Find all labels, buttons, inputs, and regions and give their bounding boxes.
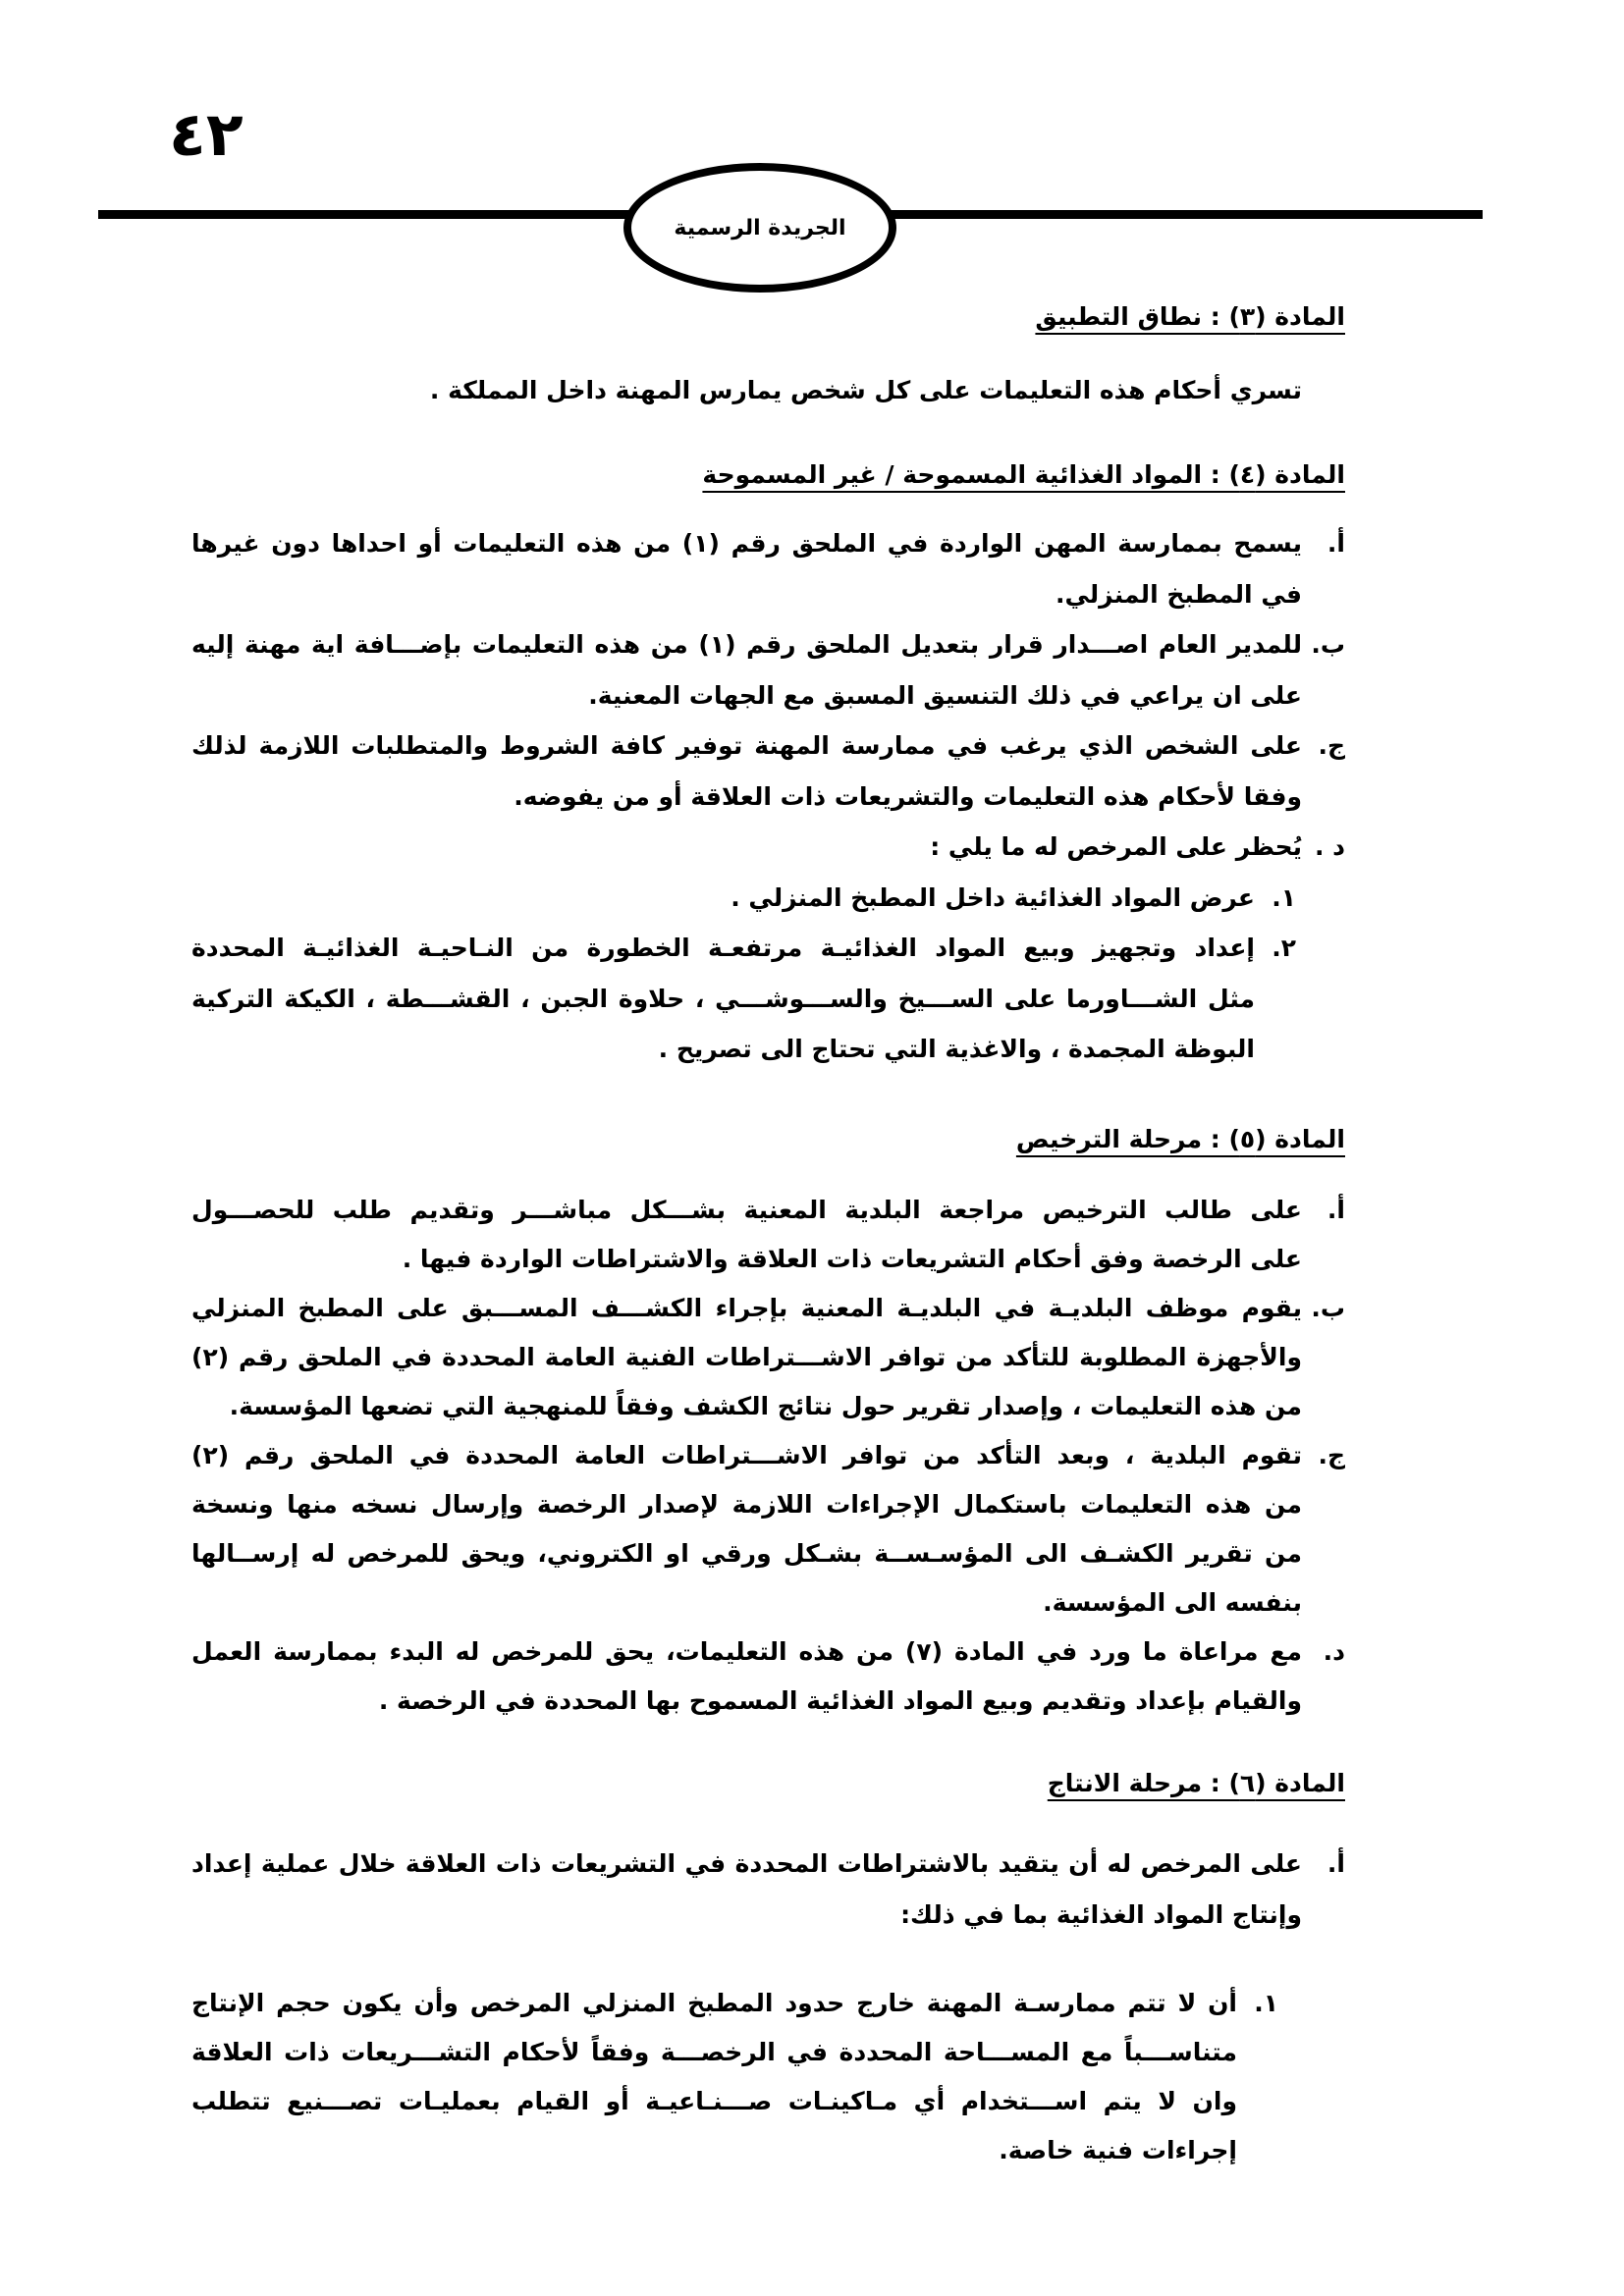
item-marker: د . — [1314, 832, 1345, 861]
sub-list-item — [191, 923, 1345, 1075]
gazette-title-seal — [623, 163, 896, 293]
item-text-line: بنفسه الى المؤسسة. — [1043, 1588, 1302, 1617]
item-marker: ج. — [1318, 731, 1345, 760]
item-text-line: وان لا يتم اســـتخدام أي مـاكينـات صـــنـاعيـة أو القيام بعمليـات تصـــنيع تتطلب — [191, 2087, 1237, 2115]
article-5-list — [191, 1186, 1345, 1726]
article-3-body: تسري أحكام هذه التعليمات على كل شخص يمارس المهنة داخل المملكة . — [429, 376, 1302, 404]
item-text-line: يقوم موظف البلديـة في البلديـة المعنية بإجراء الكشـــف المســـبق على المطبخ المنزلي — [191, 1294, 1302, 1322]
page-number: ٤٢ — [169, 98, 244, 170]
item-text-line: عرض المواد الغذائية داخل المطبخ المنزلي . — [731, 882, 1255, 912]
item-marker: ب. — [1311, 630, 1345, 659]
item-marker: أ. — [1326, 529, 1345, 558]
article-6-sublist — [191, 1979, 1345, 2175]
item-text-line: مع مراعاة ما ورد في المادة (٧) من هذه التعليمات، يحق للمرخص له البدء بممارسة العمل — [191, 1637, 1302, 1666]
item-text-line: من تقرير الكشـف الى المؤسـســة بشـكل ورقي او الكتروني، ويحق للمرخص له إرســالها — [191, 1539, 1302, 1568]
item-text-line: على المرخص له أن يتقيد بالاشتراطات المحددة في التشريعات ذات العلاقة خلال عملية إعداد — [191, 1849, 1302, 1878]
item-text-line: على الرخصة وفق أحكام التشريعات ذات العلاقة والاشتراطات الواردة فيها . — [402, 1245, 1302, 1273]
item-marker: ٢. — [1272, 934, 1296, 962]
list-item — [191, 1979, 1345, 2175]
item-text-line: تقوم البلدية ، وبعد التأكد من توافر الاشـــتراطات العامة المحددة في الملحق رقم (٢) — [191, 1441, 1302, 1469]
item-marker: ١. — [1254, 1989, 1278, 2017]
item-text-line: إعداد وتجهيز وبيع المواد الغذائيـة مرتفعـة الخطورة من النـاحيـة الغذائيـة المحددة — [191, 934, 1255, 962]
item-text-line: وفقا لأحكام هذه التعليمات والتشريعات ذات العلاقة أو من يفوضه. — [514, 781, 1302, 811]
item-marker: ب. — [1311, 1294, 1345, 1322]
list-item — [191, 1284, 1345, 1431]
list-item — [191, 518, 1345, 619]
item-marker: أ. — [1326, 1849, 1345, 1878]
item-text-line: على طالب الترخيص مراجعة البلدية المعنية بشـــكل مباشـــر وتقديم طلب للحصـــول — [191, 1196, 1302, 1224]
item-text-line: للمدير العام اصـــدار قرار بتعديل الملحق رقم (١) من هذه التعليمات بإضـــافة اية مهنة إليه — [191, 630, 1302, 659]
item-text-line: متناســـباً مع المســـاحة المحددة في الرخصـــة وفقاً لأحكام التشـــريعات ذات العلاقة — [191, 2038, 1237, 2066]
item-text-line: من هذه التعليمات باستكمال الإجراءات اللازمة لإصدار الرخصة وإرسال نسخه منها ونسخة — [191, 1490, 1302, 1519]
item-text-line: أن لا تتم ممارسـة المهنة خارج حدود المطبخ المنزلي المرخص وأن يكون حجم الإنتاج — [191, 1989, 1237, 2017]
item-text-line: والأجهزة المطلوبة للتأكد من توافر الاشـــتراطات الفنية العامة المحددة في الملحق رقم (٢) — [191, 1343, 1302, 1371]
item-text-line: يسمح بممارسة المهن الواردة في الملحق رقم (١) من هذه التعليمات أو احداها دون غيرها — [191, 529, 1302, 558]
item-text-line: البوظة المجمدة ، والاغذية التي تحتاج الى تصريح . — [658, 1035, 1255, 1063]
item-text-line: يُحظر على المرخص له ما يلي : — [930, 832, 1302, 861]
gazette-title: الجريدة الرسمية — [674, 215, 846, 240]
list-item — [191, 1186, 1345, 1284]
article-4-heading: المادة (٤) : المواد الغذائية المسموحة / غير المسموحة — [702, 460, 1345, 489]
article-4-list — [191, 518, 1345, 1075]
list-item — [191, 1839, 1345, 1941]
list-item — [191, 822, 1345, 873]
item-marker: ج. — [1318, 1441, 1345, 1469]
list-item — [191, 1628, 1345, 1726]
item-marker: ١. — [1272, 882, 1296, 912]
item-marker: د. — [1323, 1637, 1345, 1666]
item-marker: أ. — [1326, 1196, 1345, 1224]
item-text-line: والقيام بإعداد وتقديم وبيع المواد الغذائية المسموح بها المحددة في الرخصة . — [378, 1686, 1302, 1715]
item-text-line: من هذه التعليمات ، وإصدار تقرير حول نتائج الكشف وفقاً للمنهجية التي تضعها المؤسسة. — [229, 1392, 1302, 1420]
article-6-list — [191, 1839, 1345, 1941]
article-5-heading: المادة (٥) : مرحلة الترخيص — [1015, 1125, 1345, 1153]
item-text-line: على الشخص الذي يرغب في ممارسة المهنة توفير كافة الشروط والمتطلبات اللازمة لذلك — [191, 731, 1302, 760]
item-text-line: وإنتاج المواد الغذائية بما في ذلك: — [900, 1900, 1302, 1929]
article-3-heading: المادة (٣) : نطاق التطبيق — [1035, 302, 1345, 331]
list-item — [191, 619, 1345, 721]
list-item — [191, 1431, 1345, 1628]
item-text-line: في المطبخ المنزلي. — [1055, 579, 1302, 609]
item-text-line: على ان يراعي في ذلك التنسيق المسبق مع الجهات المعنية. — [588, 680, 1302, 710]
article-6-heading: المادة (٦) : مرحلة الانتاج — [1047, 1769, 1345, 1797]
list-item — [191, 721, 1345, 822]
sub-list-item — [191, 873, 1345, 924]
item-text-line: مثل الشـــاورما على الســـيخ والســـوشـــي ، حلاوة الجبن ، القشـــطة ، الكيكة التركية — [191, 984, 1255, 1013]
item-text-line: إجراءات فنية خاصة. — [999, 2136, 1237, 2164]
